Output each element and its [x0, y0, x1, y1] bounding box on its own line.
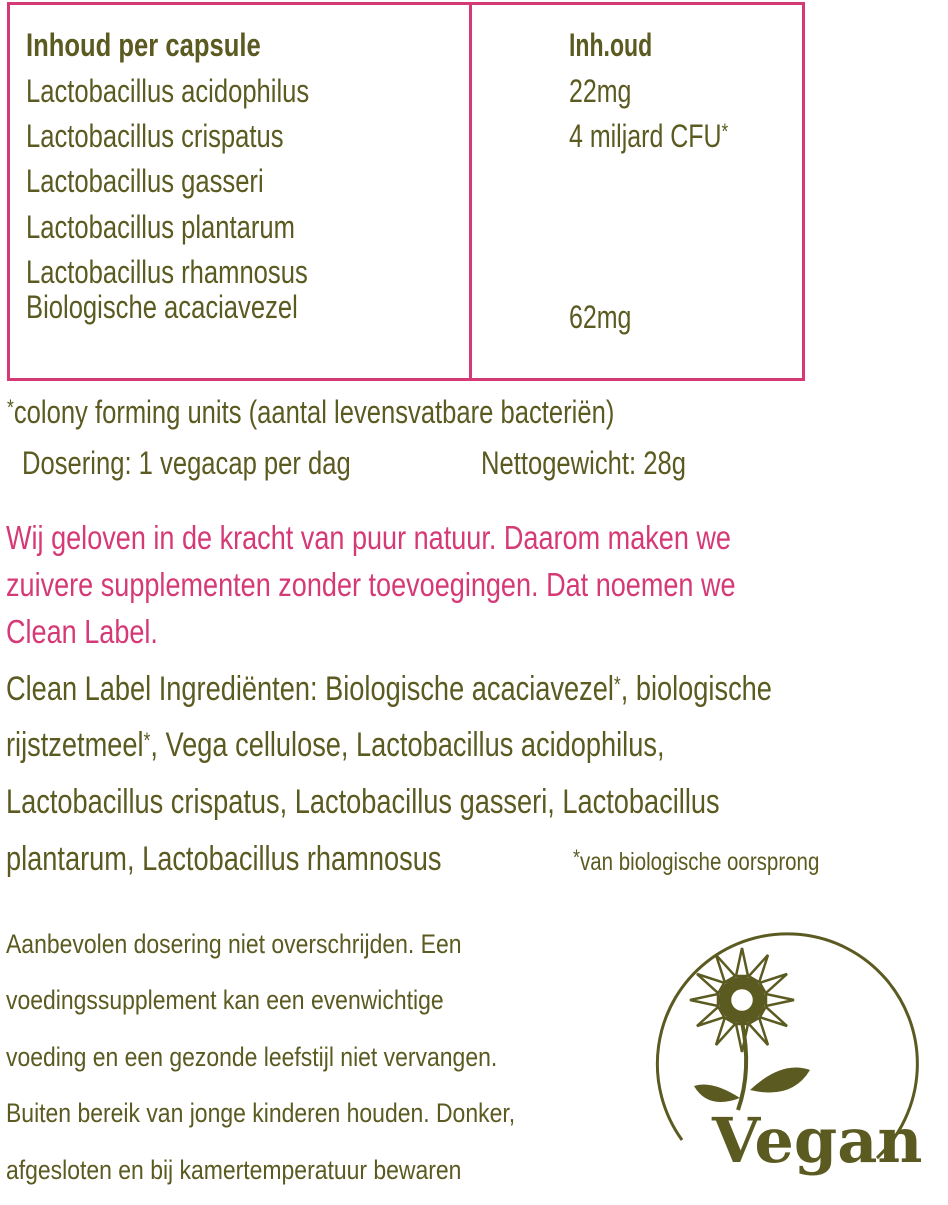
table-row-value: 22mg: [569, 73, 632, 109]
nutrition-table: [7, 2, 805, 381]
ingredients-line: Lactobacillus crispatus, Lactobacillus gasseri, Lactobacillus: [6, 783, 720, 821]
table-row-value: 4 miljard CFU*: [569, 118, 729, 154]
warning-line: voeding en een gezonde leefstijl niet vervangen.: [6, 1042, 498, 1072]
clean-label-intro-line: zuivere supplementen zonder toevoegingen. Dat noemen we: [6, 566, 736, 603]
table-header-ingredient: Inhoud per capsule: [26, 27, 261, 63]
cfu-asterisk: *: [721, 119, 729, 144]
clean-label-intro-line: Wij geloven in de kracht van puur natuur. Daarom maken we: [6, 519, 731, 556]
organic-origin-note: *van biologische oorsprong: [573, 845, 820, 876]
table-header-content: Inh.oud: [569, 27, 653, 63]
table-row-name: Lactobacillus acidophilus: [26, 73, 310, 109]
ingredients-line: rijstzetmeel*, Vega cellulose, Lactobacillus acidophilus,: [6, 726, 665, 764]
table-row-name: Biologische acaciavezel: [26, 289, 298, 325]
table-row-name: Lactobacillus rhamnosus: [26, 254, 308, 290]
table-divider: [469, 5, 472, 378]
table-row-name: Lactobacillus plantarum: [26, 209, 295, 245]
dosage-text: Dosering: 1 vegacap per dag: [22, 445, 351, 481]
warning-line: afgesloten en bij kamertemperatuur bewaren: [6, 1155, 462, 1185]
ingredients-line: Clean Label Ingrediënten: Biologische acaciavezel*, biologische: [6, 670, 772, 708]
table-row-value: 62mg: [569, 299, 632, 335]
warning-line: voedingssupplement kan een evenwichtige: [6, 985, 444, 1015]
clean-label-intro-line: Clean Label.: [6, 613, 158, 650]
table-row-name: Lactobacillus crispatus: [26, 118, 284, 154]
cfu-footnote: *colony forming units (aantal levensvatbare bacteriën): [7, 394, 615, 430]
table-row-name: Lactobacillus gasseri: [26, 163, 264, 199]
vegan-logo-text: Vegan: [712, 1104, 923, 1177]
net-weight-text: Nettogewicht: 28g: [481, 445, 686, 481]
vegan-sunflower-logo: [642, 930, 948, 1200]
ingredients-line: plantarum, Lactobacillus rhamnosus: [6, 840, 442, 878]
warning-line: Aanbevolen dosering niet overschrijden. Een: [6, 929, 462, 959]
warning-line: Buiten bereik van jonge kinderen houden. Donker,: [6, 1098, 516, 1128]
